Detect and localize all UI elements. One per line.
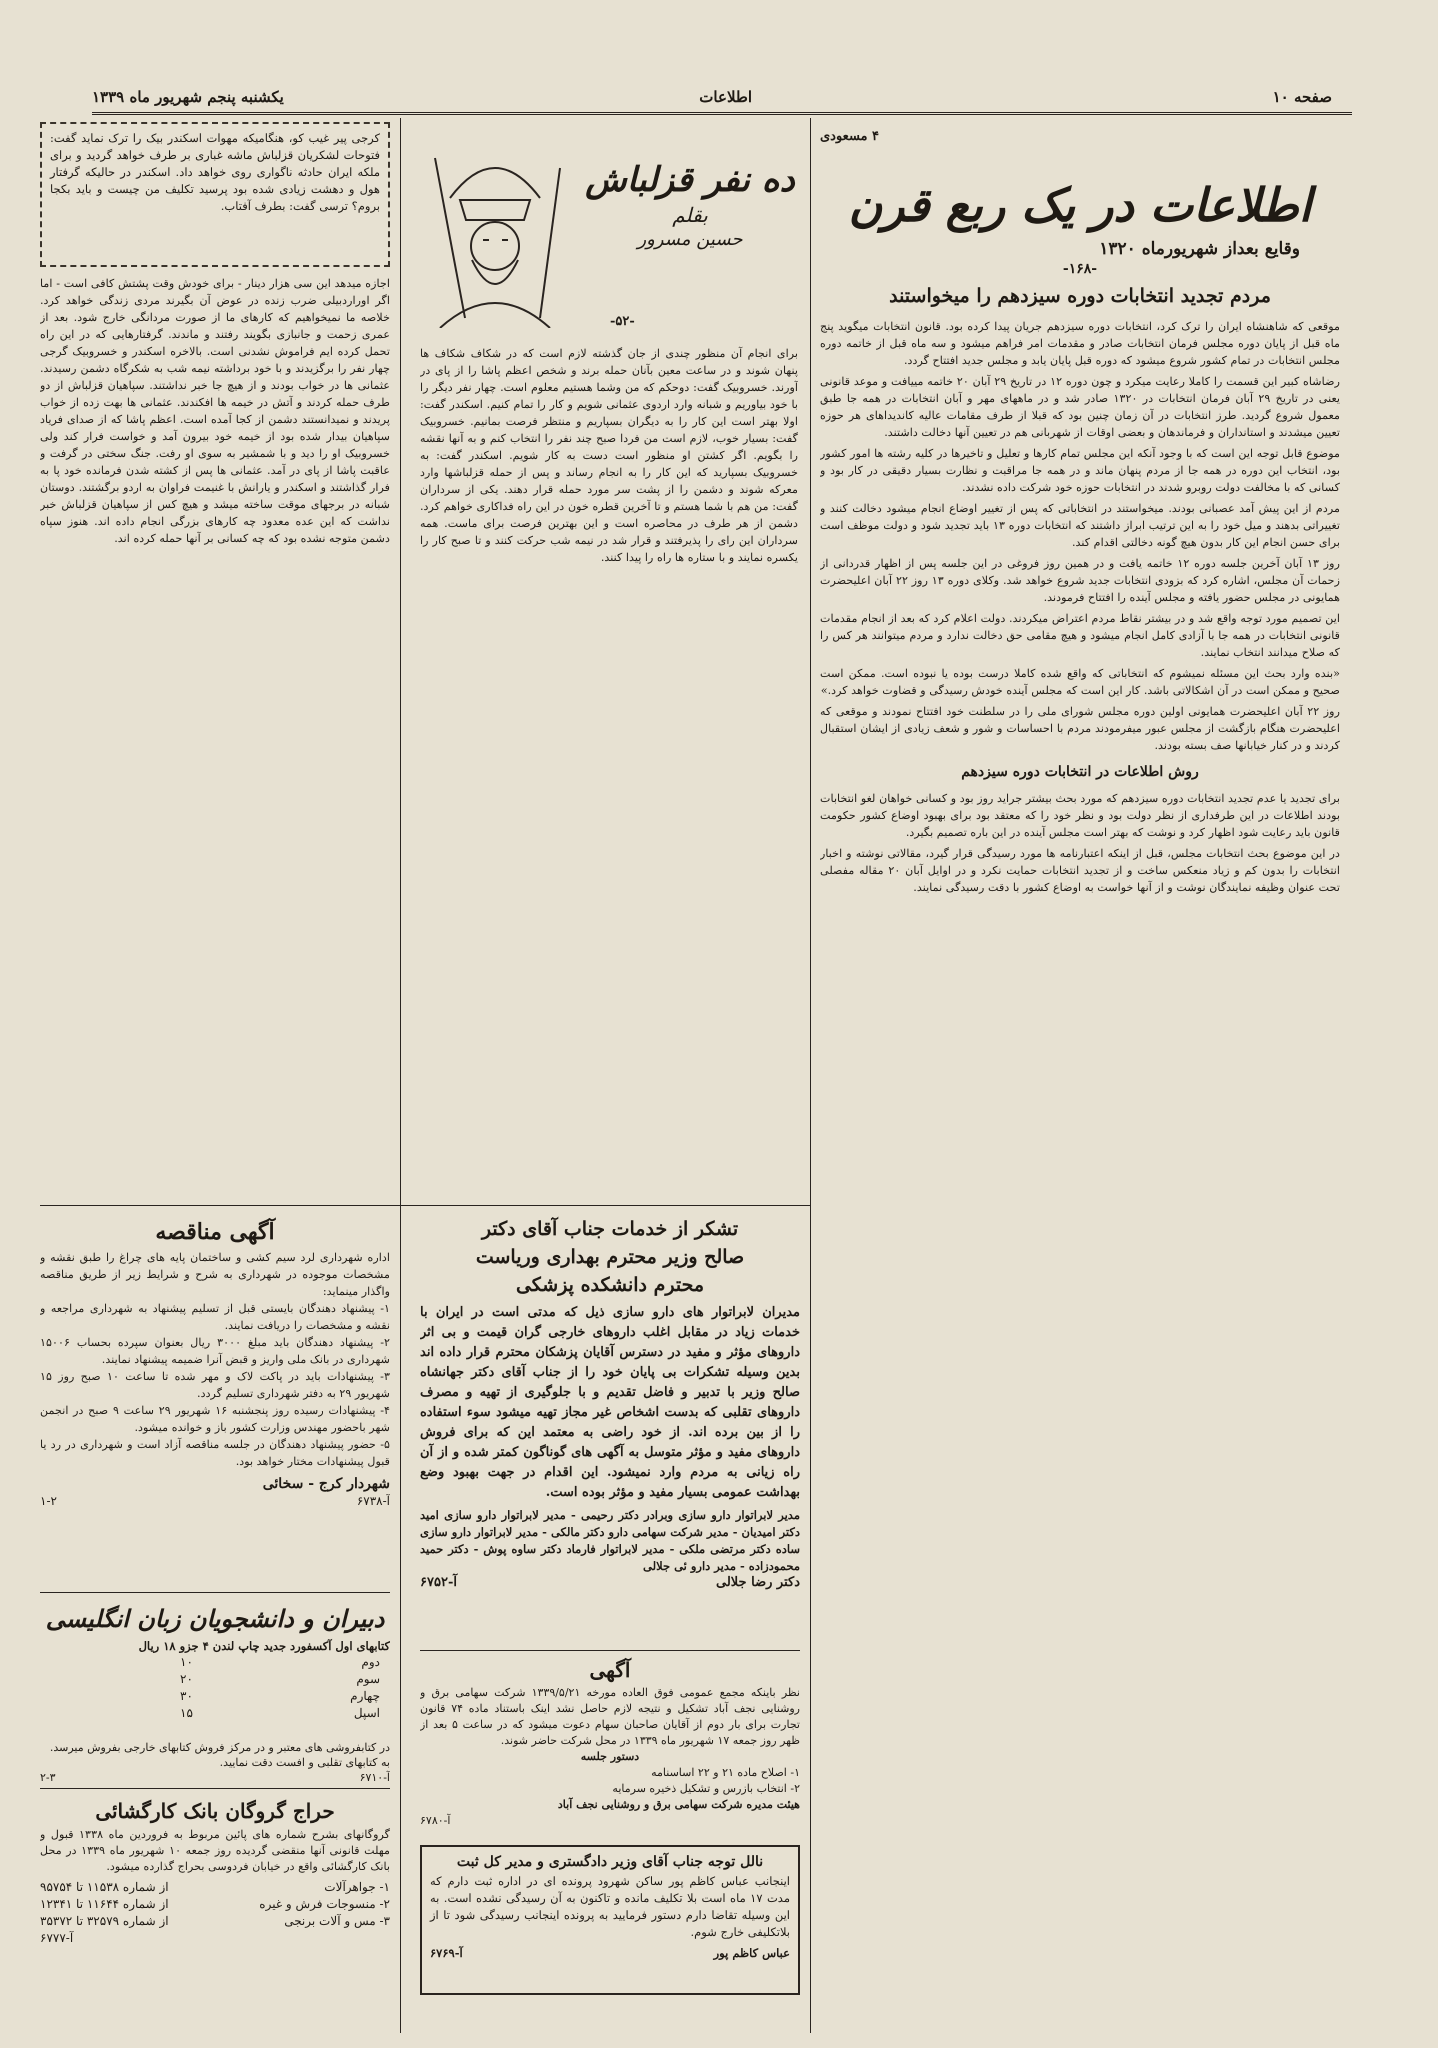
books-price-list <box>180 1654 380 1722</box>
thanks-footer <box>420 1575 800 1590</box>
series-title: اطلاعات در یک ربع قرن <box>848 178 1312 232</box>
thanks-ad <box>420 1215 800 1645</box>
books-ad-body: در کتابفروشی های معتبر و در مرکز فروش کتابهای خارجی بفروش میرسد. به کتابهای تقلبی و افست دقت نمایید. <box>49 1741 390 1769</box>
notice-item: ۱- اصلاح ماده ۲۱ و ۲۲ اساسنامه <box>651 1766 800 1779</box>
books-ad-refs <box>40 1770 390 1785</box>
paragraph: در این موضوع بحث انتخابات مجلس، قبل از اینکه اعتبارنامه ها مورد رسیدگی قرار گیرد، مقالاتی نوشته و اخبار انتخابات را بدون کم و زیاد منعکس ساخت و از تجدید انتخابات حمایت نکرد و در اوایل آبان ۲۰ مقاله مفصلی تحت عنوان وظیفه نمایندگان نوشت و از آنها خواست به اوضاع کشور با دقت رسیدگی نمایند. <box>820 847 1340 894</box>
price-row: چهارم ۳۰ <box>180 1689 380 1703</box>
auction-item: ۲- منسوجات فرش و غیره از شماره ۱۱۶۴۴ تا ۱۲۳۴۱ <box>40 1897 390 1911</box>
tender-signature <box>40 1476 390 1493</box>
tender-item: ۳- پیشنهادات باید در پاکت لاک و مهر شده تا ساعت ۱۰ صبح روز ۱۵ شهریور ۲۹ به دفتر شهرداری تسلیم گردد. <box>40 1370 390 1400</box>
installment-number: -۱۶۸- <box>1062 261 1098 277</box>
section-rule <box>420 1650 800 1651</box>
auction-body: گروگانهای بشرح شماره های پائین مربوط به فروردین ماه ۱۳۳۸ قبول و مهلت قانونی آنها منقضی گردیده روز جمعه ۱۰ شهریور ماه ۱۳۳۹ در محل بانک کارگشائی واقع در خیابان فردوسی بحراج گذارده میشود. <box>40 1828 390 1873</box>
tender-refs <box>40 1493 390 1510</box>
serial-title: ده نفر قزلباش <box>585 160 795 200</box>
section-rule <box>40 1788 390 1789</box>
notice-title: آگهی <box>589 1658 631 1682</box>
tender-ref: آ-۶۷۳۸ <box>356 1494 390 1508</box>
thanks-title-line2: صالح وزیر محترم بهداری وریاست <box>475 1246 745 1268</box>
tender-body: اداره شهرداری لرد سیم کشی و ساختمان پایه های چراغ را طبق نقشه و مشخصات موجوده در شهرداری به شرح و شرایط زیر از طریق مناقصه واگذار مینماید: <box>40 1251 390 1298</box>
column-rule <box>400 118 401 2033</box>
paragraph: رضاشاه کبیر این قسمت را کاملا رعایت میکرد و چون دوره ۱۲ در تاریخ ۲۹ آبان ۲۰ خاتمه مییافت و موعد قانونی یعنی در تاریخ ۲۹ آبان فرمان انتخابات در ۱۳۲۰ صادر شد و در ماههای مهر و آبان انتخابات در همه جا طبق معمول شروع گردید. طرز انتخابات در آن زمان چنین بود که قبلا از طرف مقامات عالیه کاندیداهای هر حوزه تعیین میشدند و استانداران و فرماندهان و بعضی اوقات از شهربانی هم در تعیین آنها دخالت داشتند. <box>820 375 1340 439</box>
history-column <box>820 128 1340 2038</box>
auction-items <box>40 1879 390 1930</box>
auction-item: ۱- جواهرآلات از شماره ۱۱۵۳۸ تا ۹۵۷۵۴ <box>40 1880 390 1894</box>
paragraph: این تصمیم مورد توجه واقع شد و در بیشتر نقاط مردم اعتراض میکردند. دولت اعلام کرد که بعد از انجام مقدمات قانونی انتخابات در همه جا با آزادی کامل انجام میشود و هیچ مقامی حق دخالت ندارد و مردم میتوانند هر کس را که صلاح میدانند انتخاب نمایند. <box>820 612 1340 659</box>
petition-title: نالل توجه جناب آقای وزیر دادگستری و مدیر کل ثبت <box>456 1854 764 1870</box>
petition-body: اینجانب عباس کاظم پور ساکن شهرود پرونده ای در اداره ثبت دارم که مدت ۱۷ ماه است بلا تکلیف مانده و تاکنون به آن رسیدگی نشده است. به این وسیله تقاضا دارم دستور فرمایید به پرونده اینجانب رسیدگی شود تا از بلاتکلیفی خارج شوم. <box>430 1874 790 1939</box>
notice-agenda-label: دستور جلسه <box>580 1750 640 1763</box>
books-ad-ref2: ۲-۳ <box>40 1771 56 1784</box>
masthead <box>92 86 1352 115</box>
paragraph: موضوع قابل توجه این است که با وجود آنکه این مجلس تمام کارها و تعلیل و تاخیرها در کلیه رشته ها امور کشور بود، انتخاب این دوره در همه جا از مردم پنهان ماند و در همه جا مراقبت و نظارت بسیار دقیقی در کار بود و کسانی که با مخالفت دولت روبرو شدند در انتخابات حوزه خود شرکت داده نشدند. <box>820 447 1340 494</box>
paragraph: برای تجدید یا عدم تجدید انتخابات دوره سیزدهم که مورد بحث بیشتر جراید روز بود و کسانی خواهان لغو انتخابات بودند اطلاعات در این طرفداری از نظر دولت بود و نظر خود را که معتقد بود برای بهبود اوضاع کشور حکومت قانون باید رعایت شود اظهار کرد و نوشت که بهتر است مجلس آینده در این باره تصمیم بگیرد. <box>820 792 1340 839</box>
paragraph: مردم از این پیش آمد عصبانی بودند. میخواستند در انتخاباتی که پس از تغییر اوضاع انجام میشود دخالت کنند و تغییراتی بدهند و میل خود را به این ترتیب ابراز داشتند که انتخابات دوره ۱۳ باید تجدید شود و دولت موظف است برای حسن انجام این کار بدون هیچ گونه دخالتی اقدام کند. <box>820 502 1340 549</box>
petition-signer: عباس کاظم پور <box>713 1946 790 1960</box>
installment-number: -۵۲- <box>610 314 635 329</box>
paragraph: روز ۱۳ آبان آخرین جلسه دوره ۱۲ خاتمه یافت و در همین روز فروغی در این جلسه پس از اظهار قدردانی از زحمات آن مجلس، اشاره کرد که بزودی انتخابات جدید شروع خواهد شد. وکلای دوره ۱۳ روز ۲۲ آبان اعلیحضرت همایونی در مجلس حضور یافته و مجلس آینده را افتتاح فرمودند. <box>820 557 1340 604</box>
byline: ۴ مسعودی <box>820 129 880 144</box>
thanks-body: مدیران لابراتوار های دارو سازی ذیل که مدتی است در ایران با خدمات زیاد در مقابل اغلب داروهای خارجی گران قیمت و بی اثر داروهای مؤثر و مفید در دسترس آقایان پزشکان محترم قرار داده اند بدین وسیله تشکرات بی پایان خود را از جناب آقای دکتر جهانشاه صالح وزیر با تدبیر و فاضل تقدیم و با جلوگیری از تهیه و مصرف داروهای تقلبی که بدست اشخاص غیر مجاز تهیه میشود سوء استفاده را از بین برده اند. از خود راضی به معتمد این که برای فروش داروهای مفید و مؤثر متوسل به آگهی های گوناگون کمتر شده و از آن راه زیانی به مردم وارد نمیشود. این اقدام در جهت بهبود وضع بهداشت عمومی بسیار مفید و مؤثر بوده است. <box>420 1305 800 1500</box>
notice-ref: آ-۶۷۸۰ <box>420 1814 451 1827</box>
thanks-signatories: مدیر لابراتوار دارو سازی وبرادر دکتر رحیمی - مدیر لابراتوار دارو سازی امید دکتر امیدیان - مدیر شرکت سهامی دارو دکتر مالکی - مدیر لابراتوار دارو سازی ساده دکتر مرتضی ملکی - مدیر لابراتوار فارماد دکتر ساوه پوش - دکتر حمید محمودزاده - مدیر دارو ئی جلالی <box>420 1508 800 1573</box>
tender-item: ۵- حضور پیشنهاد دهندگان در جلسه مناقصه آزاد است و شهرداری در رد یا قبول پیشنهادات مختار خواهد بود. <box>40 1438 390 1468</box>
books-ad-title: دبیران و دانشجویان زبان انگلیسی <box>45 1604 385 1633</box>
tender-item: ۱- پیشنهاد دهندگان بایستی قبل از تسلیم پیشنهاد به شهرداری مراجعه و نقشه و مشخصات را دریافت نمایند. <box>40 1302 390 1332</box>
headline: مردم تجدید انتخابات دوره سیزدهم را میخواستند <box>889 285 1271 307</box>
author-name: حسین مسرور <box>637 229 743 250</box>
paragraph: روز ۲۲ آبان اعلیحضرت همایونی اولین دوره مجلس شورای ملی را در سلطنت خود افتتاح نمودند و موقعی که اعلیحضرت هنگام بازگشت از مجلس عبور میفرمودند مردم با احساسات و شور و شعف زیادی از ایشان استقبال کردند و در کنار خیابانها صف بسته بودند. <box>820 705 1340 752</box>
thanks-ref: آ-۶۷۵۲ <box>420 1575 457 1590</box>
column-rule <box>810 118 811 2033</box>
serial-continuation-text: اجازه میدهد این سی هزار دینار - برای خودش وقت پشتش کافی است - اما اگر اوراردبیلی ضرب زنده در عوض آن بگیرند مردی زندگی خواهد کرد. خلاصه ما نمیخواهیم که کارهای ما از صورت مردانگی خارج شود. بعد از عمری زحمت و جانبازی بگویند رفتند و ماندند. گرفتارهایی که در این راه تحمل کرده ایم فراموش نشدنی است. بالاخره اسکندر و خسروبیک گرجی چهار نفر را برگزیدند و با خود برداشته نیمه شب به شکرگاه دشمن رسیدند. عثمانی ها در خواب بودند و از هیچ جا خبر نداشتند. سپاهیان قزلباش از دو طرف حمله کردند و آتش در خیمه ها افکندند. عثمانی ها بهت زده از خواب پریدند و نمیدانستند دشمن از کجا آمده است. اعظم پاشا که از صدای فریاد سپاهیان بیدار شده بود از خیمه خود بیرون آمد و خواست فرار کند ولی خسروبیک او را دید و با شمشیر به سوی او رفت. جنگ سختی در گرفت و عاقبت پاشا از پای در آمد. عثمانی ها پس از کشته شدن فرمانده خود پا به فرار گذاشتند و اسکندر و یارانش با غنیمت فراوان به اردو برگشتند. دوستان شبانه در برجهای موقت ساخته میشد و هیچ کس از سپاهیان قزلباش خبر نداشت که این عده معدود چه کارهای بزرگی انجام داده اند. هنوز سپاه دشمن متوجه نشده بود که چه کسانی بر آنها حمله کرده اند. <box>40 277 390 545</box>
author-label: بقلم <box>672 203 708 227</box>
tender-item: ۴- پیشنهادات رسیده روز پنجشنبه ۱۶ شهریور ۲۹ ساعت ۹ صبح در انجمن شهر باحضور مهندس وزارت کشور باز و خوانده میشود. <box>40 1404 390 1434</box>
auction-ref: آ-۶۷۷۷ <box>40 1931 74 1945</box>
auction-ad <box>40 1795 390 1995</box>
serial-title-block <box>420 128 800 338</box>
price-row: دوم ۱۰ <box>180 1655 380 1669</box>
serial-prelude-box: کرجی پیر غیب کو، هنگامیکه مهوات اسکندر بیک را ترک نماید گفت: فتوحات لشکریان قزلباش ماشه غباری بر طرف خواهد گردید و برای ملکه ایران حادثه ناگواری روی خواهد داد. اسکندر در حالیکه گرفتار هول و دهشت زیادی شده بود پرسید تکلیف من چیست و باید بکجا بروم؟ ترسی گفت: بطرف آفتاب. <box>40 122 390 267</box>
tender-ad <box>40 1215 390 1585</box>
price-row: سوم ۲۰ <box>180 1672 380 1686</box>
page-number: صفحه ۱۰ <box>1272 88 1332 106</box>
section-rule <box>40 1592 390 1593</box>
serial-title-group <box>580 158 800 252</box>
petition-ad <box>420 1845 800 1995</box>
petition-footer <box>430 1945 790 1962</box>
thanks-title-line1: تشکر از خدمات جناب آقای دکتر <box>481 1218 739 1240</box>
tender-title: آگهی مناقصه <box>155 1219 275 1245</box>
section-rule <box>40 1205 810 1206</box>
tender-item: ۲- پیشنهاد دهندگان باید مبلغ ۳۰۰۰ ریال بعنوان سپرده بحساب ۱۵۰۰۶ شهرداری در بانک ملی واریز و قبض آنرا ضمیمه پیشنهاد نمایند. <box>40 1336 390 1366</box>
tender-ref2: ۱-۲ <box>40 1494 57 1508</box>
series-subtitle: وقایع بعداز شهریورماه ۱۳۲۰ <box>1099 239 1300 259</box>
books-ad-subtitle: کتابهای اول آکسفورد جدید چاپ لندن ۴ جزو ۱۸ ریال <box>138 1639 390 1653</box>
quote-paragraph: «بنده وارد بحث این مسئله نمیشوم که انتخاباتی که واقع شده کاملا درست بوده یا نبوده است. ممکن است صحیح و ممکن است در آن اشکالاتی باشد. کار این است که مجلس آینده خودش رسیدگی و قضاوت خواهد کرد.» <box>820 667 1340 697</box>
tender-signer: شهردار کرج - سخائی <box>262 1476 390 1492</box>
thanks-title-line3: محترم دانشکده پزشکی <box>515 1274 705 1296</box>
notice-body: نظر باینکه مجمع عمومی فوق العاده مورخه ۱۳۳۹/۵/۲۱ شرکت سهامی برق و روشنایی نجف آباد تشکیل و نتیجه لازم حاصل نشد اینک باستناد ماده ۷۴ قانون تجارت برای بار دوم از آقایان صاحبان سهام دعوت میشود که در ساعت ۵ بعد از ظهر روز جمعه ۱۷ شهریور ماه ۱۳۳۹ در محل شرکت حاضر شوند. <box>420 1686 800 1747</box>
auction-item: ۳- مس و آلات برنجی از شماره ۳۲۵۷۹ تا ۳۵۳۷۲ <box>40 1914 390 1928</box>
warrior-illustration-icon <box>420 128 570 328</box>
company-notice-ad <box>420 1655 800 1835</box>
thanks-last-signer: دکتر رضا جلالی <box>716 1575 800 1590</box>
notice-signer: هیئت مدیره شرکت سهامی برق و روشنایی نجف آباد <box>557 1798 800 1811</box>
serial-story-text: برای انجام آن منظور چندی از جان گذشته لازم است که در شکاف شکاف ها پنهان شوند و در ساعت معین بآنان حمله برند و شخص اعظم پاشا را از پای در آورند. خسروبیک گفت: دوحکم که من وشما هستیم معلوم است. چهار نفر دیگر را با خود بیاوریم و شبانه وارد اردوی عثمانی شویم و کار را تمام کنیم. اسکندر گفت: اولا بهتر است این کار را به دیگران بسپاریم و منتظر فرصت بمانیم. خسروبیک گفت: بسیار خوب، لازم است من فردا صبح چند نفر را انتخاب کنم و به آنها نقشه را بگویم. اگر کشتن او منظور است دست به کار شویم. اسکندر گفت: به خسروبیک بسپارید که این کار را به انجام رساند و پس از حمله قزلباشها وارد معرکه شوند و دشمن را از پشت سر مورد حمله قرار دهند. یکی از سرداران گفت: من هم با شما هستم و تا آخرین قطره خون در این راه فداکاری خواهم کرد. دشمن از هر طرف در محاصره است و این بهترین فرصت برای ماست. همه سرداران این رای را پذیرفتند و قرار شد در نیمه شب حرکت کنند و تا صبح کار را یکسره نمایند و با ستاره ها راه را پیدا کنند. <box>420 347 798 564</box>
paper-name: اطلاعات <box>699 88 752 106</box>
english-books-ad <box>40 1600 390 1740</box>
books-ad-footer <box>40 1740 390 1785</box>
paragraph: موقعی که شاهنشاه ایران را ترک کرد، انتخابات دوره سیزدهم جریان پیدا کرده بود. قانون انتخابات میگوید پنج ماه قبل از پایان دوره مجلس فرمان انتخابات صادر و مقدمات امر فراهم میشود و سه ماه قبل از خاتمه دوره مجلس انتخابات در تمام کشور شروع میشود که دوره قبل پایان یابد و مجلس جدید افتتاح گردد. <box>820 320 1340 367</box>
auction-title: حراج گروگان بانک کارگشائی <box>95 1799 335 1823</box>
issue-date: یکشنبه پنجم شهریور ماه ۱۳۳۹ <box>92 88 284 106</box>
books-ad-ref: آ-۶۷۱۰ <box>359 1771 390 1784</box>
price-row: اسپل ۱۵ <box>180 1706 380 1720</box>
section-subheading: روش اطلاعات در انتخابات دوره سیزدهم <box>961 764 1199 780</box>
petition-ref: آ-۶۷۶۹ <box>430 1946 463 1960</box>
notice-item: ۲- انتخاب بازرس و تشکیل ذخیره سرمایه <box>612 1782 800 1795</box>
